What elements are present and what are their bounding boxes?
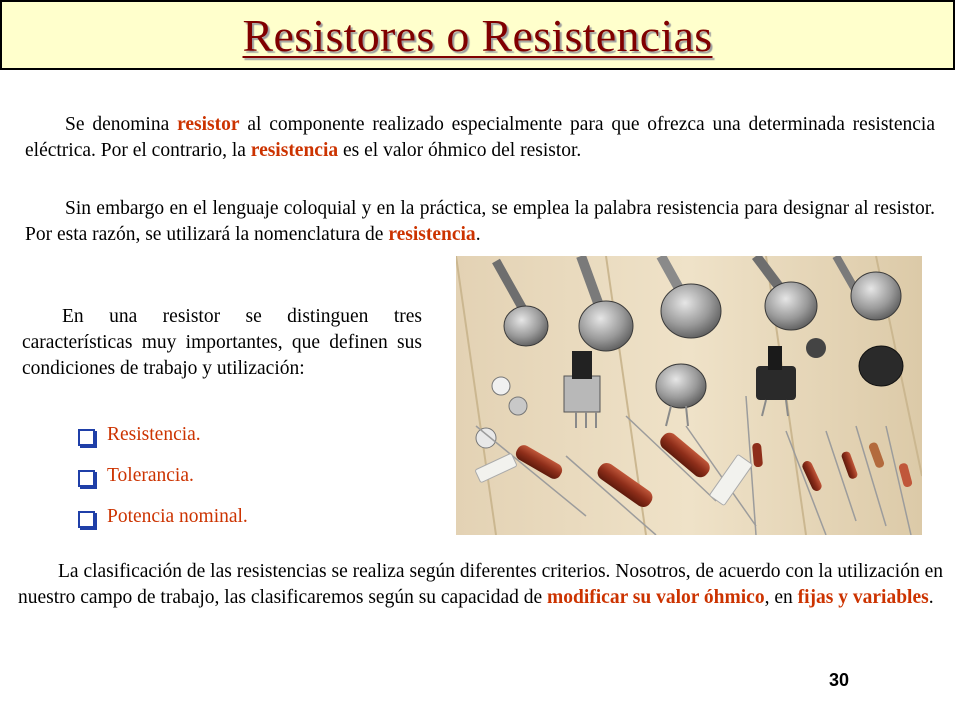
paragraph-definition	[25, 112, 935, 164]
text-span: es el valor óhmico del resistor.	[338, 140, 582, 161]
keyword-fijas-variables: fijas y variables	[797, 587, 929, 608]
list-item-label: Tolerancia.	[107, 465, 194, 486]
list-item	[78, 424, 248, 465]
keyword-modificar: modificar su valor óhmico	[547, 587, 765, 608]
list-item-label: Potencia nominal.	[107, 506, 248, 527]
keyword-resistencia: resistencia	[388, 224, 476, 245]
list-item	[78, 506, 248, 547]
text-span: Sin embargo en el lenguaje coloquial y en la práctica, se emplea la palabra resistencia para designar al resistor. Por esta razón, se utilizará la nomenclatura de	[25, 198, 935, 245]
text-span: , en	[764, 587, 798, 608]
paragraph-nomenclature	[25, 196, 935, 248]
paragraph-classification	[18, 559, 943, 611]
characteristics-list	[78, 424, 248, 547]
resistors-photo	[456, 256, 922, 535]
square-bullet-icon	[78, 470, 95, 487]
paragraph-characteristics	[22, 304, 422, 382]
list-item	[78, 465, 248, 506]
text-span: En una resistor se distinguen tres características muy importantes, que definen sus condiciones de trabajo y utilización:	[22, 306, 422, 379]
text-span: .	[928, 587, 934, 608]
keyword-resistencia: resistencia	[250, 140, 339, 161]
title-banner	[0, 0, 955, 70]
square-bullet-icon	[78, 511, 95, 528]
page-number: 30	[829, 670, 850, 690]
text-span: al componente realizado especialmente para que ofrezca una determinada resistencia eléctrica. Por el contrario, la	[25, 114, 935, 161]
text-span: Se denomina	[65, 114, 178, 135]
list-item-label: Resistencia.	[107, 424, 201, 445]
square-bullet-icon	[78, 429, 95, 446]
text-span: .	[475, 224, 481, 245]
text-span: La clasificación de las resistencias se realiza según diferentes criterios. Nosotros, de acuerdo con la utilización en nuestro campo de trabajo, las clasificaremos según su capacidad de	[18, 561, 943, 608]
page-title: Resistores o Resistencias	[242, 10, 713, 61]
keyword-resistor: resistor	[177, 114, 240, 135]
